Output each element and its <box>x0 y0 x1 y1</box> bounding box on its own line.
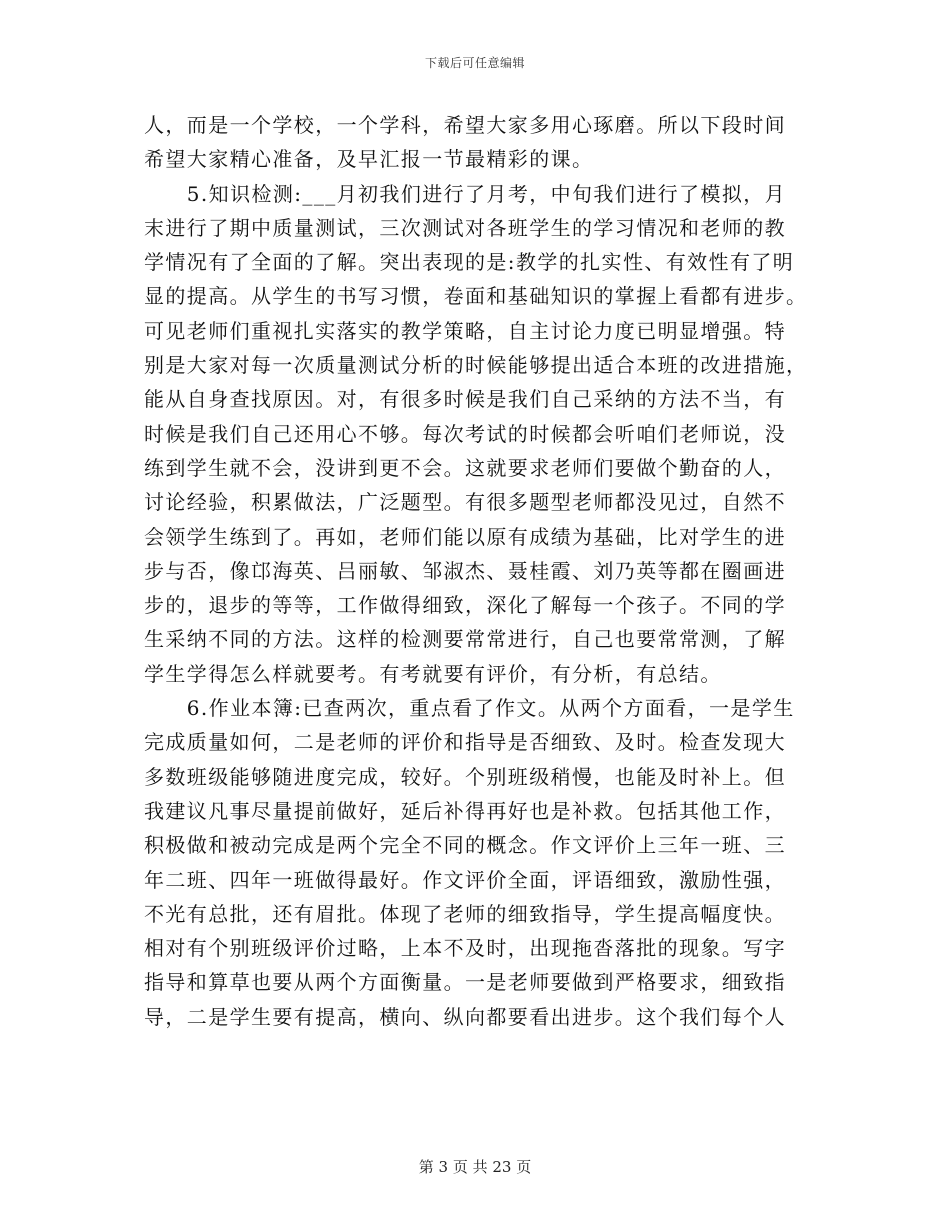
text-line: 6.作业本簿:已查两次，重点看了作文。从两个方面看，一是学生 <box>144 696 795 721</box>
text-line: 我建议凡事尽量提前做好，延后补得再好也是补救。包括其他工作， <box>144 798 786 823</box>
text-line: 会领学生练到了。再如，老师们能以原有成绩为基础，比对学生的进 <box>144 524 786 549</box>
text-line: 显的提高。从学生的书写习惯，卷面和基础知识的掌握上看都有进步。 <box>144 284 808 309</box>
text-line: 导，二是学生要有提高，横向、纵向都要看出进步。这个我们每个人 <box>144 1004 786 1029</box>
document-body <box>144 108 814 1034</box>
page-header: 下载后可任意编辑 <box>424 56 525 70</box>
text-line: 能从自身查找原因。对，有很多时候是我们自己采纳的方法不当，有 <box>144 387 786 412</box>
text-line: 积极做和被动完成是两个完全不同的概念。作文评价上三年一班、三 <box>144 833 786 858</box>
text-line: 生采纳不同的方法。这样的检测要常常进行，自己也要常常测，了解 <box>144 627 786 652</box>
text-line: 练到学生就不会，没讲到更不会。这就要求老师们要做个勤奋的人， <box>144 455 786 480</box>
text-line: 5.知识检测:___月初我们进行了月考，中旬我们进行了模拟，月 <box>144 181 787 206</box>
text-line: 年二班、四年一班做得最好。作文评价全面，评语细致，激励性强， <box>144 867 786 892</box>
text-line: 讨论经验，积累做法，广泛题型。有很多题型老师都没见过，自然不 <box>144 490 786 515</box>
text-line: 指导和算草也要从两个方面衡量。一是老师要做到严格要求，细致指 <box>144 970 786 995</box>
text-line: 多数班级能够随进度完成，较好。个别班级稍慢，也能及时补上。但 <box>144 764 786 789</box>
text-line: 不光有总批，还有眉批。体现了老师的细致指导，学生提高幅度快。 <box>144 901 786 926</box>
text-line: 步的，退步的等等，工作做得细致，深化了解每一个孩子。不同的学 <box>144 593 786 618</box>
text-line: 人，而是一个学校，一个学科，希望大家多用心琢磨。所以下段时间 <box>144 113 786 137</box>
text-line: 别是大家对每一次质量测试分析的时候能够提出适合本班的改进措施， <box>144 353 808 378</box>
text-line: 可见老师们重视扎实落实的教学策略，自主讨论力度已明显增强。特 <box>144 318 786 343</box>
text-line: 希望大家精心准备，及早汇报一节最精彩的课。 <box>144 147 594 172</box>
text-line: 时候是我们自己还用心不够。每次考试的时候都会听咱们老师说，没 <box>144 421 786 446</box>
text-line: 学情况有了全面的了解。突出表现的是:教学的扎实性、有效性有了明 <box>144 250 795 275</box>
text-line: 相对有个别班级评价过略，上本不及时，出现拖沓落批的现象。写字 <box>144 936 786 961</box>
text-line: 步与否，像邙海英、吕丽敏、邹淑杰、聂桂霞、刘乃英等都在圈画进 <box>144 558 786 583</box>
page-number: 第 3 页 共 23 页 <box>418 1158 532 1176</box>
text-line: 完成质量如何，二是老师的评价和指导是否细致、及时。检查发现大 <box>144 730 786 755</box>
text-line: 学生学得怎么样就要考。有考就要有评价，有分析，有总结。 <box>144 661 722 686</box>
text-line: 末进行了期中质量测试，三次测试对各班学生的学习情况和老师的教 <box>144 215 786 240</box>
